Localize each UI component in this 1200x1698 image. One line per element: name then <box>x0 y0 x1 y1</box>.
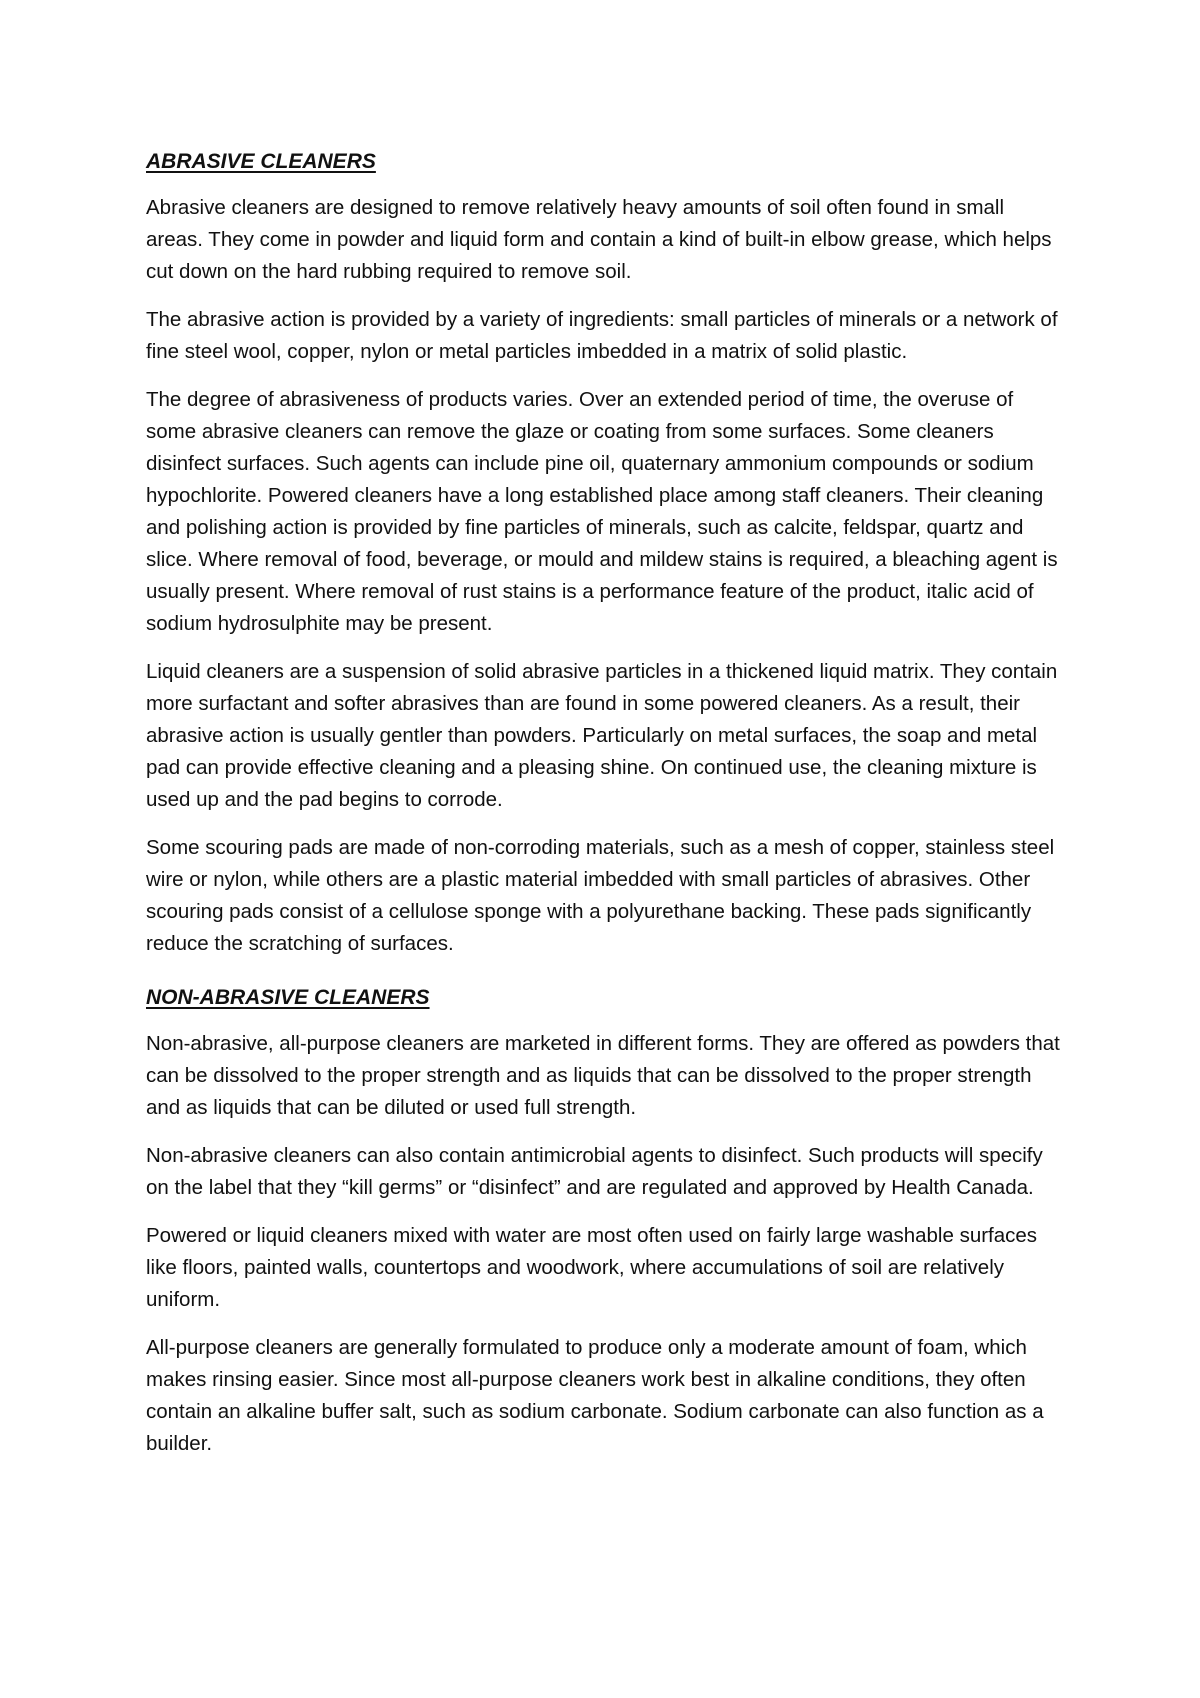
section-heading: NON-ABRASIVE CLEANERS <box>146 986 430 1009</box>
paragraph: Some scouring pads are made of non-corroding materials, such as a mesh of copper, stainless steel wire or nylon, while others are a plastic material imbedded with small particles of abrasives. Other scouring pads consist of a cellulose sponge with a polyurethane backing. These pads significantly reduce the scratching of surfaces. <box>146 836 1055 955</box>
section-heading: ABRASIVE CLEANERS <box>146 150 376 173</box>
paragraph: All-purpose cleaners are generally formulated to produce only a moderate amount of foam, which makes rinsing easier. Since most all-purpose cleaners work best in alkaline conditions, they often contain an alkaline buffer salt, such as sodium carbonate. Sodium carbonate can also function as a builder. <box>146 1336 1044 1455</box>
paragraph: Liquid cleaners are a suspension of solid abrasive particles in a thickened liquid matrix. They contain more surfactant and softer abrasives than are found in some powered cleaners. As a result, their abrasive action is usually gentler than powders. Particularly on metal surfaces, the soap and metal pad can provide effective cleaning and a pleasing shine. On continued use, the cleaning mixture is used up and the pad begins to corrode. <box>146 660 1058 811</box>
document-page <box>146 146 1066 1476</box>
paragraph: Abrasive cleaners are designed to remove relatively heavy amounts of soil often found in small areas. They come in powder and liquid form and contain a kind of built-in elbow grease, which helps cut down on the hard rubbing required to remove soil. <box>146 196 1052 283</box>
paragraph: Powered or liquid cleaners mixed with water are most often used on fairly large washable surfaces like floors, painted walls, countertops and woodwork, where accumulations of soil are relatively uniform. <box>146 1224 1038 1311</box>
paragraph: The abrasive action is provided by a variety of ingredients: small particles of minerals or a network of fine steel wool, copper, nylon or metal particles imbedded in a matrix of solid plastic. <box>146 308 1058 363</box>
section-abrasive-cleaners <box>146 146 1066 960</box>
paragraph: The degree of abrasiveness of products varies. Over an extended period of time, the overuse of some abrasive cleaners can remove the glaze or coating from some surfaces. Some cleaners disinfect surfaces. Such agents can include pine oil, quaternary ammonium compounds or sodium hypochlorite. Powered cleaners have a long established place among staff cleaners. Their cleaning and polishing action is provided by fine particles of minerals, such as calcite, feldspar, quartz and slice. Where removal of food, beverage, or mould and mildew stains is required, a bleaching agent is usually present. Where removal of rust stains is a performance feature of the product, italic acid of sodium hydrosulphite may be present. <box>146 388 1058 635</box>
paragraph: Non-abrasive, all-purpose cleaners are marketed in different forms. They are offered as powders that can be dissolved to the proper strength and as liquids that can be dissolved to the proper strength and as liquids that can be diluted or used full strength. <box>146 1032 1060 1119</box>
paragraph: Non-abrasive cleaners can also contain antimicrobial agents to disinfect. Such products will specify on the label that they “kill germs” or “disinfect” and are regulated and approved by Health Canada. <box>146 1144 1043 1199</box>
section-non-abrasive-cleaners <box>146 982 1066 1460</box>
